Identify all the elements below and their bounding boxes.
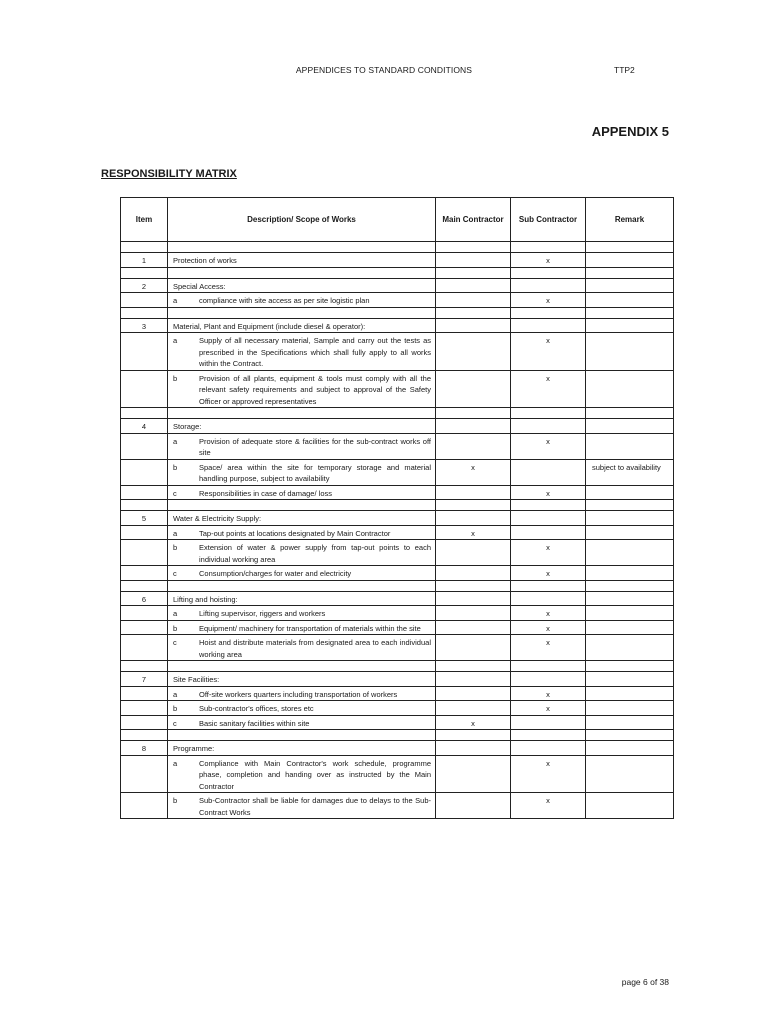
sub-item-row <box>121 540 674 566</box>
sub-item-row <box>121 459 674 485</box>
sub-item-letter: b <box>173 543 178 552</box>
empty-cell <box>436 500 511 511</box>
remark-cell <box>586 278 674 293</box>
description-cell <box>168 278 436 293</box>
main-contractor-cell <box>436 293 511 308</box>
description-cell <box>168 620 436 635</box>
remark-cell <box>586 620 674 635</box>
section-row <box>121 278 674 293</box>
item-number-cell <box>121 485 168 500</box>
remark-cell <box>586 540 674 566</box>
item-number-cell <box>121 755 168 793</box>
sub-item-letter: c <box>173 638 177 647</box>
empty-cell <box>436 242 511 253</box>
empty-cell <box>436 307 511 318</box>
description-cell <box>168 741 436 756</box>
empty-cell <box>511 267 586 278</box>
sub-contractor-cell <box>511 318 586 333</box>
description-cell <box>168 715 436 730</box>
main-contractor-cell <box>436 253 511 268</box>
main-contractor-cell <box>436 606 511 621</box>
section-heading-text: Storage: <box>173 422 202 431</box>
description-cell <box>168 525 436 540</box>
section-heading-text: Material, Plant and Equipment (include diesel & operator): <box>173 321 366 331</box>
main-contractor-cell <box>436 566 511 581</box>
sub-item-row <box>121 686 674 701</box>
sub-item-row <box>121 793 674 819</box>
blank-spacer-row <box>121 580 674 591</box>
empty-cell <box>168 580 436 591</box>
item-number-cell <box>121 293 168 308</box>
remark-cell <box>586 793 674 819</box>
empty-cell <box>511 307 586 318</box>
blank-spacer-row <box>121 267 674 278</box>
remark-cell <box>586 606 674 621</box>
item-number-cell <box>121 433 168 459</box>
remark-cell <box>586 591 674 606</box>
item-number-cell <box>121 793 168 819</box>
remark-cell <box>586 419 674 434</box>
remark-cell <box>586 635 674 661</box>
section-heading-text: Lifting and hoisting: <box>173 594 238 604</box>
blank-spacer-row <box>121 242 674 253</box>
description-cell <box>168 540 436 566</box>
empty-cell <box>436 580 511 591</box>
empty-cell <box>586 267 674 278</box>
description-cell <box>168 672 436 687</box>
blank-spacer-row <box>121 730 674 741</box>
empty-cell <box>586 242 674 253</box>
empty-cell <box>121 500 168 511</box>
appendix-title: APPENDIX 5 <box>591 124 669 139</box>
sub-item-letter: b <box>173 462 178 472</box>
sub-contractor-cell: x <box>511 686 586 701</box>
section-heading-text: Protection of works <box>173 256 237 265</box>
sub-contractor-cell: x <box>511 606 586 621</box>
empty-cell <box>511 242 586 253</box>
sub-item-text: Extension of water & power supply from tap-out points to each individual working area <box>199 543 431 564</box>
empty-cell <box>436 408 511 419</box>
description-cell <box>168 433 436 459</box>
main-contractor-cell <box>436 635 511 661</box>
empty-cell <box>586 408 674 419</box>
main-contractor-cell <box>436 741 511 756</box>
main-contractor-cell <box>436 755 511 793</box>
description-cell <box>168 591 436 606</box>
empty-cell <box>168 500 436 511</box>
sub-item-row <box>121 701 674 716</box>
empty-cell <box>436 661 511 672</box>
main-contractor-cell <box>436 701 511 716</box>
description-cell <box>168 635 436 661</box>
section-heading-text: Special Access: <box>173 281 226 291</box>
sub-item-letter: a <box>173 609 178 618</box>
section-title: RESPONSIBILITY MATRIX <box>101 168 237 180</box>
main-contractor-cell <box>436 511 511 526</box>
running-header-code: TTP2 <box>614 65 635 75</box>
sub-contractor-cell: x <box>511 540 586 566</box>
main-contractor-cell <box>436 540 511 566</box>
blank-spacer-row <box>121 408 674 419</box>
empty-cell <box>586 500 674 511</box>
item-number-cell <box>121 606 168 621</box>
sub-item-row <box>121 433 674 459</box>
sub-item-row <box>121 485 674 500</box>
empty-cell <box>511 661 586 672</box>
sub-item-text: Basic sanitary facilities within site <box>199 718 310 728</box>
sub-item-text: Supply of all necessary material, Sample and carry out the tests as prescribed in the Specifications which shall fully apply to all works within the Contract. <box>199 336 431 368</box>
sub-contractor-cell: x <box>511 793 586 819</box>
empty-cell <box>436 267 511 278</box>
item-number-cell <box>121 635 168 661</box>
remark-cell <box>586 525 674 540</box>
sub-contractor-cell: x <box>511 566 586 581</box>
item-number-cell <box>121 525 168 540</box>
sub-contractor-cell <box>511 278 586 293</box>
item-number-cell: 8 <box>121 741 168 756</box>
empty-cell <box>121 580 168 591</box>
item-number-cell: 7 <box>121 672 168 687</box>
empty-cell <box>121 661 168 672</box>
sub-item-text: Consumption/charges for water and electricity <box>199 569 352 578</box>
column-header-main-contractor: Main Contractor <box>436 198 511 242</box>
sub-item-row <box>121 620 674 635</box>
sub-item-letter: c <box>173 488 177 498</box>
remark-cell <box>586 672 674 687</box>
sub-contractor-cell: x <box>511 333 586 371</box>
sub-contractor-cell <box>511 715 586 730</box>
item-number-cell <box>121 686 168 701</box>
description-cell <box>168 318 436 333</box>
empty-cell <box>586 307 674 318</box>
item-number-cell: 5 <box>121 511 168 526</box>
item-number-cell <box>121 701 168 716</box>
sub-item-letter: a <box>173 758 178 768</box>
running-header-title: APPENDICES TO STANDARD CONDITIONS <box>295 65 473 75</box>
sub-contractor-cell <box>511 525 586 540</box>
remark-cell: subject to availability <box>586 459 674 485</box>
description-cell <box>168 459 436 485</box>
sub-item-letter: b <box>173 623 178 633</box>
description-cell <box>168 686 436 701</box>
description-cell <box>168 293 436 308</box>
sub-contractor-cell <box>511 511 586 526</box>
empty-cell <box>121 267 168 278</box>
sub-item-letter: a <box>173 528 178 538</box>
remark-cell <box>586 433 674 459</box>
item-number-cell: 4 <box>121 419 168 434</box>
sub-contractor-cell <box>511 741 586 756</box>
remark-cell <box>586 715 674 730</box>
column-header-item: Item <box>121 198 168 242</box>
main-contractor-cell <box>436 419 511 434</box>
description-cell <box>168 419 436 434</box>
empty-cell <box>586 730 674 741</box>
main-contractor-cell <box>436 686 511 701</box>
table-header-row <box>121 198 674 242</box>
section-row <box>121 419 674 434</box>
remark-cell <box>586 370 674 408</box>
sub-contractor-cell: x <box>511 433 586 459</box>
remark-cell <box>586 333 674 371</box>
sub-item-row <box>121 566 674 581</box>
description-cell <box>168 701 436 716</box>
sub-item-row <box>121 333 674 371</box>
section-row <box>121 511 674 526</box>
description-cell <box>168 793 436 819</box>
empty-cell <box>121 307 168 318</box>
empty-cell <box>121 408 168 419</box>
sub-item-text: Compliance with Main Contractor's work schedule, programme phase, completion and handing over as instructed by the Main Contractor <box>199 758 431 791</box>
main-contractor-cell <box>436 793 511 819</box>
section-heading-text: Water & Electricity Supply: <box>173 514 262 523</box>
sub-item-letter: a <box>173 336 178 345</box>
section-heading-text: Programme: <box>173 744 215 753</box>
main-contractor-cell <box>436 318 511 333</box>
description-cell <box>168 755 436 793</box>
sub-item-text: Provision of adequate store & facilities for the sub-contract works off site <box>199 436 431 457</box>
sub-item-row <box>121 293 674 308</box>
remark-cell <box>586 566 674 581</box>
sub-contractor-cell: x <box>511 620 586 635</box>
item-number-cell <box>121 540 168 566</box>
remark-cell <box>586 701 674 716</box>
empty-cell <box>436 730 511 741</box>
empty-cell <box>168 242 436 253</box>
description-cell <box>168 370 436 408</box>
section-row <box>121 672 674 687</box>
item-number-cell <box>121 715 168 730</box>
sub-contractor-cell: x <box>511 485 586 500</box>
column-header-description: Description/ Scope of Works <box>168 198 436 242</box>
blank-spacer-row <box>121 661 674 672</box>
sub-contractor-cell <box>511 591 586 606</box>
table-body <box>121 242 674 819</box>
description-cell <box>168 333 436 371</box>
empty-cell <box>168 661 436 672</box>
section-row <box>121 253 674 268</box>
sub-item-letter: a <box>173 296 178 305</box>
sub-item-text: Responsibilities in case of damage/ loss <box>199 488 332 498</box>
item-number-cell <box>121 333 168 371</box>
sub-contractor-cell: x <box>511 253 586 268</box>
main-contractor-cell <box>436 620 511 635</box>
sub-item-text: compliance with site access as per site logistic plan <box>199 296 370 305</box>
description-cell <box>168 606 436 621</box>
main-contractor-cell <box>436 278 511 293</box>
item-number-cell <box>121 370 168 408</box>
sub-item-row <box>121 635 674 661</box>
sub-item-letter: b <box>173 373 178 383</box>
sub-item-text: Off-site workers quarters including transportation of workers <box>199 689 398 699</box>
empty-cell <box>586 580 674 591</box>
main-contractor-cell: x <box>436 715 511 730</box>
main-contractor-cell <box>436 370 511 408</box>
sub-item-text: Hoist and distribute materials from designated area to each individual working area <box>199 638 431 659</box>
sub-item-row <box>121 525 674 540</box>
main-contractor-cell <box>436 672 511 687</box>
item-number-cell: 2 <box>121 278 168 293</box>
description-cell <box>168 511 436 526</box>
description-cell <box>168 485 436 500</box>
sub-item-row <box>121 715 674 730</box>
section-row <box>121 741 674 756</box>
sub-item-letter: a <box>173 689 178 699</box>
sub-contractor-cell: x <box>511 755 586 793</box>
empty-cell <box>511 580 586 591</box>
item-number-cell: 6 <box>121 591 168 606</box>
sub-item-text: Space/ area within the site for temporary storage and material handling purpose, subject to availability <box>199 462 431 483</box>
empty-cell <box>121 242 168 253</box>
empty-cell <box>511 730 586 741</box>
main-contractor-cell: x <box>436 525 511 540</box>
sub-item-text: Lifting supervisor, riggers and workers <box>199 609 326 618</box>
section-row <box>121 591 674 606</box>
remark-cell <box>586 755 674 793</box>
sub-contractor-cell: x <box>511 701 586 716</box>
responsibility-matrix-table <box>120 197 674 819</box>
description-cell <box>168 253 436 268</box>
main-contractor-cell <box>436 591 511 606</box>
section-row <box>121 318 674 333</box>
remark-cell <box>586 686 674 701</box>
item-number-cell <box>121 566 168 581</box>
empty-cell <box>168 307 436 318</box>
blank-spacer-row <box>121 307 674 318</box>
remark-cell <box>586 293 674 308</box>
sub-item-text: Provision of all plants, equipment & tools must comply with all the relevant safety requirements and subject to approval of the Safety Officer or approved representatives <box>199 373 431 406</box>
sub-contractor-cell <box>511 672 586 687</box>
sub-item-text: Sub-contractor's offices, stores etc <box>199 704 314 713</box>
item-number-cell <box>121 459 168 485</box>
item-number-cell: 3 <box>121 318 168 333</box>
remark-cell <box>586 485 674 500</box>
sub-item-text: Equipment/ machinery for transportation of materials within the site <box>199 623 421 633</box>
column-header-sub-contractor: Sub Contractor <box>511 198 586 242</box>
item-number-cell <box>121 620 168 635</box>
sub-item-text: Sub-Contractor shall be liable for damages due to delays to the Sub-Contract Works <box>199 796 431 817</box>
empty-cell <box>168 267 436 278</box>
sub-item-text: Tap-out points at locations designated by Main Contractor <box>199 528 391 538</box>
column-header-remark: Remark <box>586 198 674 242</box>
sub-contractor-cell: x <box>511 293 586 308</box>
remark-cell <box>586 253 674 268</box>
page-number: page 6 of 38 <box>621 977 669 987</box>
blank-spacer-row <box>121 500 674 511</box>
sub-item-row <box>121 755 674 793</box>
sub-item-row <box>121 606 674 621</box>
sub-contractor-cell: x <box>511 370 586 408</box>
empty-cell <box>168 408 436 419</box>
empty-cell <box>121 730 168 741</box>
sub-contractor-cell: x <box>511 635 586 661</box>
sub-contractor-cell <box>511 419 586 434</box>
sub-item-letter: c <box>173 718 177 728</box>
sub-item-letter: c <box>173 569 177 578</box>
remark-cell <box>586 318 674 333</box>
sub-item-letter: b <box>173 704 178 713</box>
sub-contractor-cell <box>511 459 586 485</box>
remark-cell <box>586 511 674 526</box>
sub-item-row <box>121 370 674 408</box>
empty-cell <box>168 730 436 741</box>
remark-cell <box>586 741 674 756</box>
section-heading-text: Site Facilities: <box>173 675 220 684</box>
empty-cell <box>511 500 586 511</box>
description-cell <box>168 566 436 581</box>
item-number-cell: 1 <box>121 253 168 268</box>
empty-cell <box>586 661 674 672</box>
main-contractor-cell <box>436 485 511 500</box>
main-contractor-cell: x <box>436 459 511 485</box>
sub-item-letter: a <box>173 436 178 446</box>
empty-cell <box>511 408 586 419</box>
sub-item-letter: b <box>173 796 178 805</box>
main-contractor-cell <box>436 333 511 371</box>
main-contractor-cell <box>436 433 511 459</box>
